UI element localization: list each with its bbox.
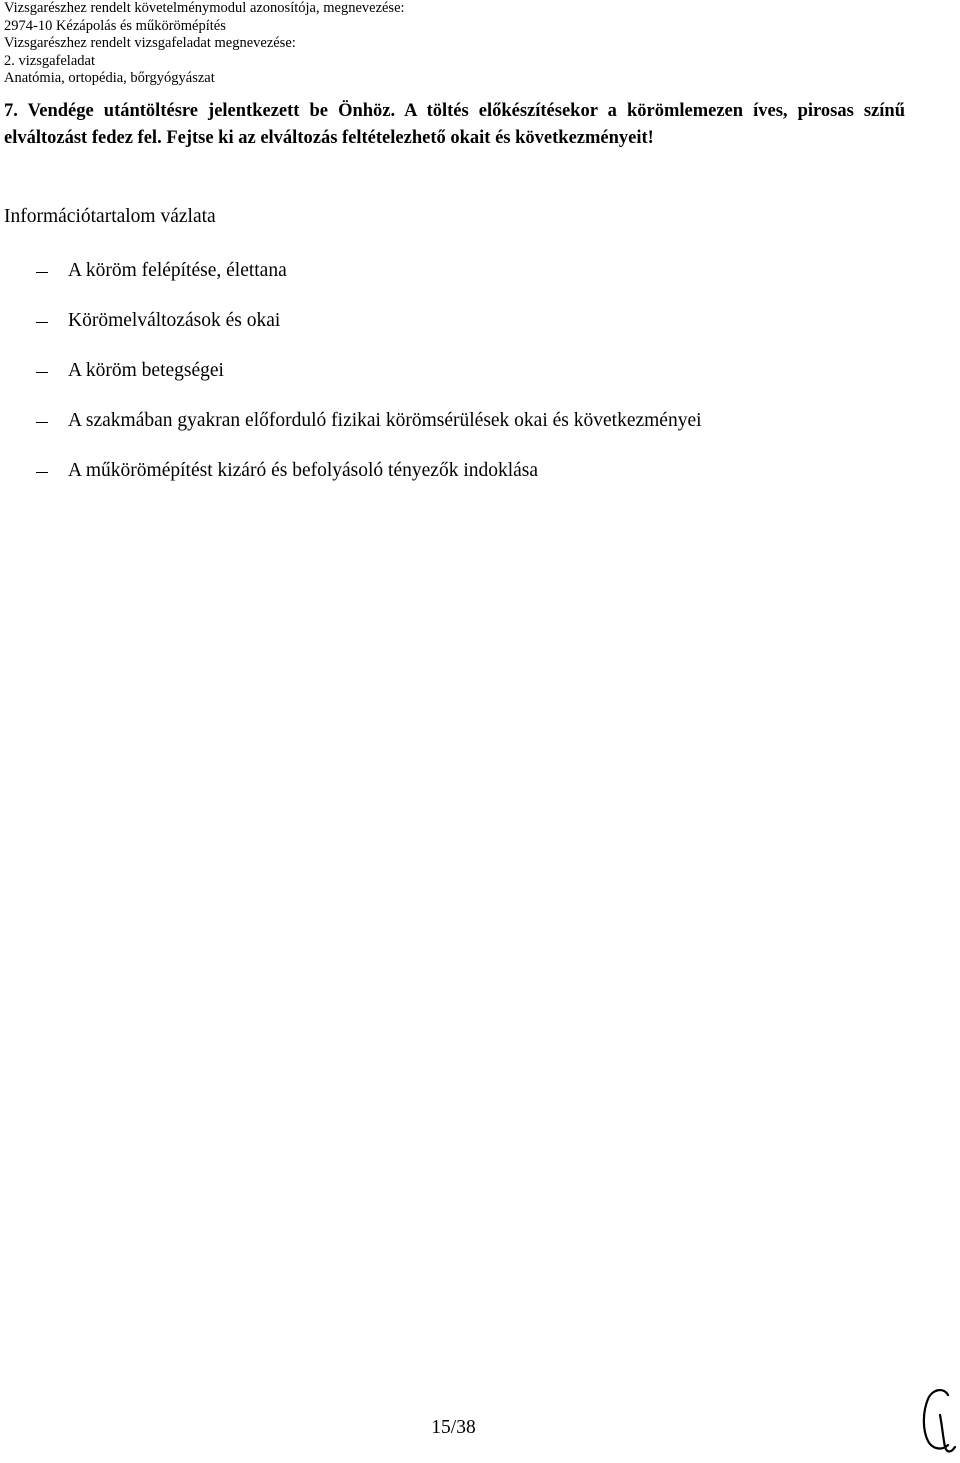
dash-bullet-icon [36,372,48,373]
question-text: 7. Vendége utántöltésre jelentkezett be Önhöz. A töltés előkészítésekor a körömlemezen íves, pirosas színű elváltozást fedez fel. Fejtse ki az elváltozás feltételezhető okait és következményeit! [4,101,905,148]
document-header [4,0,944,88]
header-line-module-name: 2974-10 Kézápolás és műkörömépítés [4,17,226,34]
outline-title: Információtartalom vázlata [4,206,216,227]
outline-item-text: A köröm felépítése, élettana [68,260,287,281]
dash-bullet-icon [36,272,48,273]
outline-item-text: A műkörömépítést kizáró és befolyásoló tényezők indoklása [68,460,539,481]
page-number: 15/38 [431,1417,476,1438]
outline-item-text: A szakmában gyakran előforduló fizikai körömsérülések okai és következményei [68,410,702,431]
outline-item-text: Körömelváltozások és okai [68,310,281,331]
header-line-module-label: Vizsgarészhez rendelt követelménymodul azonosítója, megnevezése: [4,0,405,16]
header-line-task-label: Vizsgarészhez rendelt vizsgafeladat megnevezése: [4,35,296,51]
dash-bullet-icon [36,472,48,473]
header-line-task-subject: Anatómia, ortopédia, bőrgyógyászat [4,70,215,86]
dash-bullet-icon [36,322,48,323]
header-line-task-number: 2. vizsgafeladat [4,52,95,69]
outline-item-text: A köröm betegségei [68,360,224,381]
dash-bullet-icon [36,422,48,423]
handwritten-signature-icon [918,1385,958,1457]
